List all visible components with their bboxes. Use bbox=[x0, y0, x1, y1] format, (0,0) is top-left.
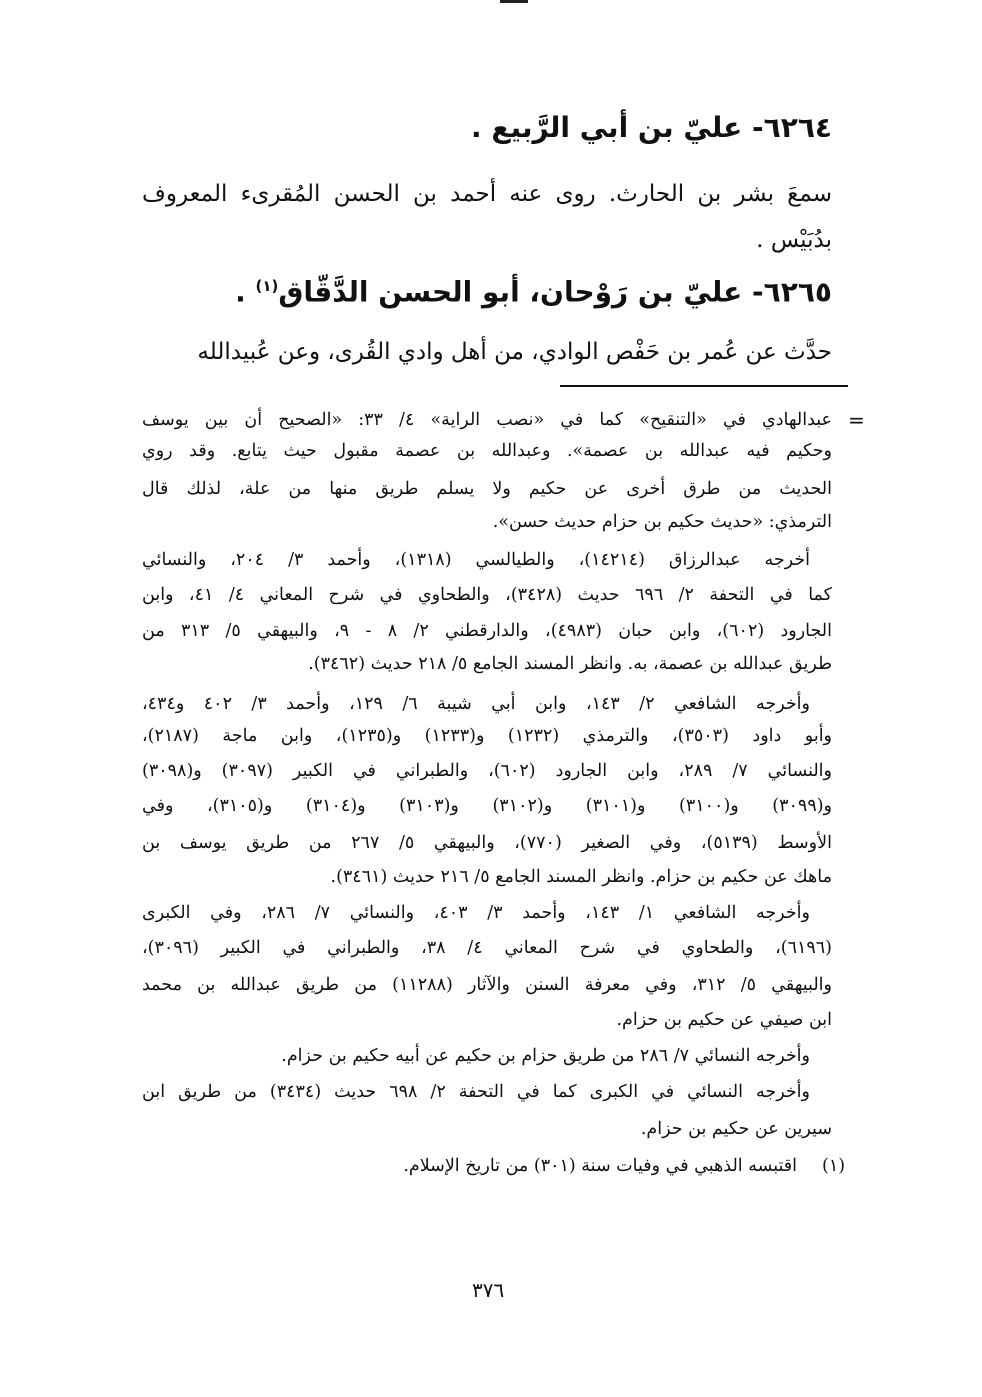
entry-6264-title-text: ٦٢٦٤- عليّ بن أبي الرَّبيع . bbox=[471, 111, 832, 144]
footnote-line: طريق عبدالله بن عصمة، به. وانظر المسند الجامع ٥/ ٢١٨ حديث (٣٤٦٢). bbox=[308, 654, 832, 674]
footnote-continued-mark: = bbox=[848, 408, 865, 432]
footnote-line: كما في التحفة ٢/ ٦٩٦ حديث (٣٤٢٨)، والطحاوي في شرح المعاني ٤/ ٤١، وابن bbox=[142, 585, 832, 605]
footnote-line: الأوسط (٥١٣٩)، وفي الصغير (٧٧٠)، والبيهقي ٥/ ٢٦٧ من طريق يوسف بن bbox=[142, 833, 832, 853]
entry-6265-title bbox=[235, 266, 832, 312]
page-number: ٣٧٦ bbox=[472, 1278, 505, 1302]
entry-6264-title bbox=[471, 108, 832, 148]
footnote-1-text: اقتبسه الذهبي في وفيات سنة (٣٠١) من تاريخ الإسلام. bbox=[403, 1156, 797, 1176]
footnote-line: الحديث من طرق أخرى عن حكيم ولا يسلم طريق منها من علة، لذلك قال bbox=[142, 479, 832, 499]
footnote-line: وأخرجه الشافعي ٢/ ١٤٣، وابن أبي شيبة ٦/ ١٢٩، وأحمد ٣/ ٤٠٢ و٤٣٤، bbox=[142, 694, 810, 714]
footnote-line: وأخرجه الشافعي ١/ ١٤٣، وأحمد ٣/ ٤٠٣، والنسائي ٧/ ٢٨٦، وفي الكبرى bbox=[142, 903, 810, 923]
entry-6265-title-end: . bbox=[235, 275, 256, 309]
footnote-line: وحكيم فيه عبدالله بن عصمة». وعبدالله بن عصمة مقبول حيث يتابع. وقد روي bbox=[142, 441, 832, 461]
entry-6264-body-line-1: سمعَ بشر بن الحارث. روى عنه أحمد بن الحسن المُقرىء المعروف bbox=[142, 181, 832, 207]
footnote-line: و(٣٠٩٩) و(٣١٠٠) و(٣١٠١) و(٣١٠٢) و(٣١٠٣) و(٣١٠٤) و(٣١٠٥)، وفي bbox=[142, 796, 833, 816]
footnote-line: الجارود (٦٠٢)، وابن حبان (٤٩٨٣)، والدارقطني ٢/ ٨ - ٩، والبيهقي ٥/ ٣١٣ من bbox=[142, 621, 832, 641]
footnote-line: عبدالهادي في «التنقيح» كما في «نصب الراية» ٤/ ٣٣: «الصحيح أن بين يوسف bbox=[142, 410, 832, 430]
footnote-line: والبيهقي ٥/ ٣١٢، وفي معرفة السنن والآثار (١١٢٨٨) من طريق عبدالله بن محمد bbox=[142, 975, 832, 995]
entry-6264-body-line-2: بدُبَيْس . bbox=[756, 227, 832, 253]
footnote-line: (٦١٩٦)، والطحاوي في شرح المعاني ٤/ ٣٨، والطبراني في الكبير (٣٠٩٦)، bbox=[142, 938, 832, 958]
footnote-separator bbox=[560, 385, 848, 387]
footnote-line: وأخرجه النسائي ٧/ ٢٨٦ من طريق حزام بن حكيم عن أبيه حكيم بن حزام. bbox=[281, 1046, 810, 1066]
footnote-line: سيرين عن حكيم بن حزام. bbox=[640, 1119, 832, 1139]
footnote-ref-1[interactable]: (١) bbox=[255, 277, 279, 295]
footnote-line: ماهك عن حكيم بن حزام. وانظر المسند الجامع ٥/ ٢١٦ حديث (٣٤٦١). bbox=[330, 867, 832, 887]
page-edge-mark bbox=[500, 0, 528, 3]
entry-6265-body-line-1: حدَّث عن عُمر بن حَفْص الوادي، من أهل وادي القُرى، وعن عُبيدالله bbox=[197, 339, 832, 365]
footnote-line: ابن صيفي عن حكيم بن حزام. bbox=[616, 1010, 832, 1030]
footnote-line: وأخرجه النسائي في الكبرى كما في التحفة ٢/ ٦٩٨ حديث (٣٤٣٤) من طريق ابن bbox=[142, 1082, 810, 1102]
footnote-line: وأبو داود (٣٥٠٣)، والترمذي (١٢٣٢) و(١٢٣٣) و(١٢٣٥)، وابن ماجة (٢١٨٧)، bbox=[142, 726, 833, 746]
footnote-line: الترمذي: «حديث حكيم بن حزام حديث حسن». bbox=[492, 512, 832, 532]
footnote-line: والنسائي ٧/ ٢٨٩، وابن الجارود (٦٠٢)، والطبراني في الكبير (٣٠٩٧) و(٣٠٩٨) bbox=[142, 761, 832, 781]
footnote-line: أخرجه عبدالرزاق (١٤٢١٤)، والطيالسي (١٣١٨)، وأحمد ٣/ ٢٠٤، والنسائي bbox=[142, 550, 810, 570]
entry-6265-title-text: ٦٢٦٥- عليّ بن رَوْحان، أبو الحسن الدَّقّاق bbox=[278, 275, 832, 309]
footnote-1-number: (١) bbox=[822, 1156, 846, 1176]
